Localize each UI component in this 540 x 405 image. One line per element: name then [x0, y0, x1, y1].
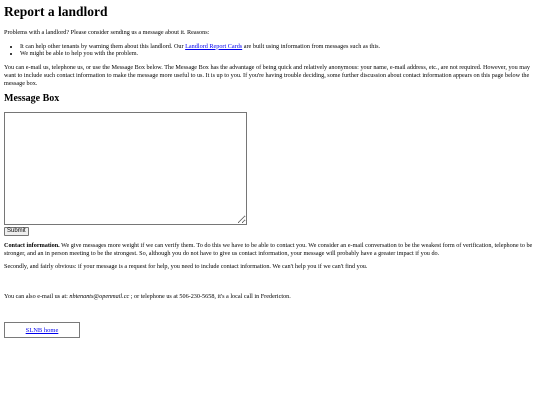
- reasons-list: [4, 43, 536, 59]
- email-address: nbtenants@openmail.cc: [69, 293, 130, 301]
- email-prefix: You can also e-mail us at:: [4, 293, 70, 301]
- list-item: • We might be able to help you with the problem.: [20, 50, 536, 58]
- slnb-home-link[interactable]: SLNB home: [25, 326, 59, 334]
- spacer: [4, 277, 536, 293]
- list-item: [20, 43, 536, 51]
- email-suffix: ; or telephone us at 506-230-5658, it's a local call in Fredericton.: [129, 293, 291, 301]
- contact-info-label: Contact information.: [4, 241, 60, 249]
- email-line: [4, 293, 536, 301]
- message-textarea[interactable]: [4, 112, 247, 225]
- secondly-text: Secondly, and fairly obvious: if your message is a request for help, you need to include contact information. We can't help you if we can't find you.: [4, 263, 368, 271]
- home-link-box: [4, 322, 80, 338]
- landlord-report-cards-link[interactable]: Landlord Report Cards: [185, 42, 243, 50]
- contact-options-text: You can e-mail us, telephone us, or use the Message Box below. The Message Box has the advantage of being quick and relatively anonymous: your name, e-mail address, etc., are not required. However, you may want to include such contact information to make the message more useful to us. It is up to you. If you're having trouble deciding, some further discussion about contact information appears on this page below the message box.: [4, 64, 530, 87]
- reason-1-prefix: It can help other tenants by warning them about this landlord. Our: [20, 42, 186, 50]
- intro-text: Problems with a landlord? Please consider sending us a message about it. Reasons:: [4, 28, 210, 36]
- submit-button[interactable]: Submit: [4, 227, 29, 236]
- reason-1-suffix: are built using information from messages such as this.: [242, 42, 381, 50]
- page-title: Report a landlord: [4, 4, 108, 19]
- contact-info-text: [4, 242, 536, 258]
- message-box-heading: Message Box: [4, 93, 60, 105]
- contact-info-body: We give messages more weight if we can verify them. To do this we have to be able to contact you. We consider an e-mail conversation to be the weakest form of verification, telephone to be stronger, and an in person meeting to be the strongest. So, although you do not have to give us contact information, your message will probably have a greater impact if you do.: [4, 241, 533, 257]
